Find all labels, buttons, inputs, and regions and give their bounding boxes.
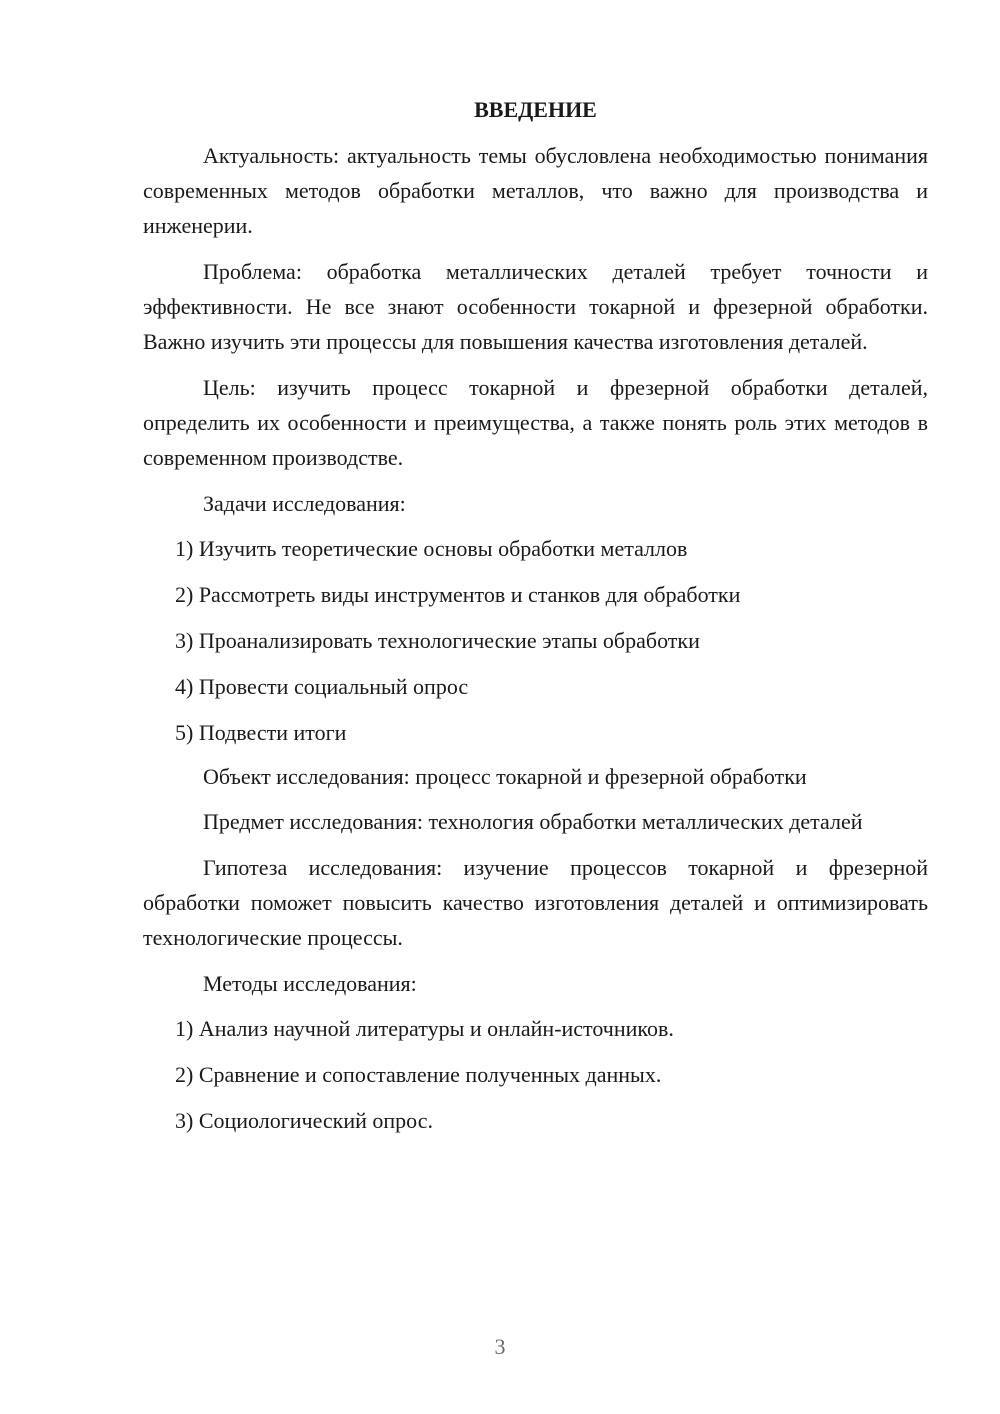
relevance-paragraph: Актуальность: актуальность темы обусловлена необходимостью понимания современных методов обработки металлов, что важно для производства и инженерии. (143, 143, 928, 238)
method-item: 3) Социологический опрос. (175, 1108, 433, 1133)
tasks-list (143, 531, 928, 750)
object-paragraph: Объект исследования: процесс токарной и фрезерной обработки (203, 764, 807, 789)
task-item: 5) Подвести итоги (175, 720, 347, 745)
method-item: 1) Анализ научной литературы и онлайн-источников. (175, 1016, 674, 1041)
goal-paragraph: Цель: изучить процесс токарной и фрезерной обработки деталей, определить их особенности и преимущества, а также понять роль этих методов в современном производстве. (143, 375, 928, 470)
methods-list (143, 1011, 928, 1138)
methods-heading: Методы исследования: (203, 971, 417, 996)
subject-paragraph: Предмет исследования: технология обработки металлических деталей (203, 809, 863, 834)
task-item: 1) Изучить теоретические основы обработки металлов (175, 536, 688, 561)
task-item: 2) Рассмотреть виды инструментов и станков для обработки (175, 582, 741, 607)
task-item: 3) Проанализировать технологические этапы обработки (175, 628, 700, 653)
document-page (143, 94, 928, 1147)
problem-paragraph: Проблема: обработка металлических деталей требует точности и эффективности. Не все знают особенности токарной и фрезерной обработки. Важно изучить эти процессы для повышения качества изготовления деталей. (143, 259, 928, 354)
task-item: 4) Провести социальный опрос (175, 674, 469, 699)
hypothesis-paragraph: Гипотеза исследования: изучение процессов токарной и фрезерной обработки поможет повысить качество изготовления деталей и оптимизировать технологические процессы. (143, 855, 928, 950)
page-number: 3 (494, 1334, 506, 1359)
method-item: 2) Сравнение и сопоставление полученных данных. (175, 1062, 662, 1087)
page-title: ВВЕДЕНИЕ (474, 97, 597, 122)
tasks-heading: Задачи исследования: (203, 491, 406, 516)
